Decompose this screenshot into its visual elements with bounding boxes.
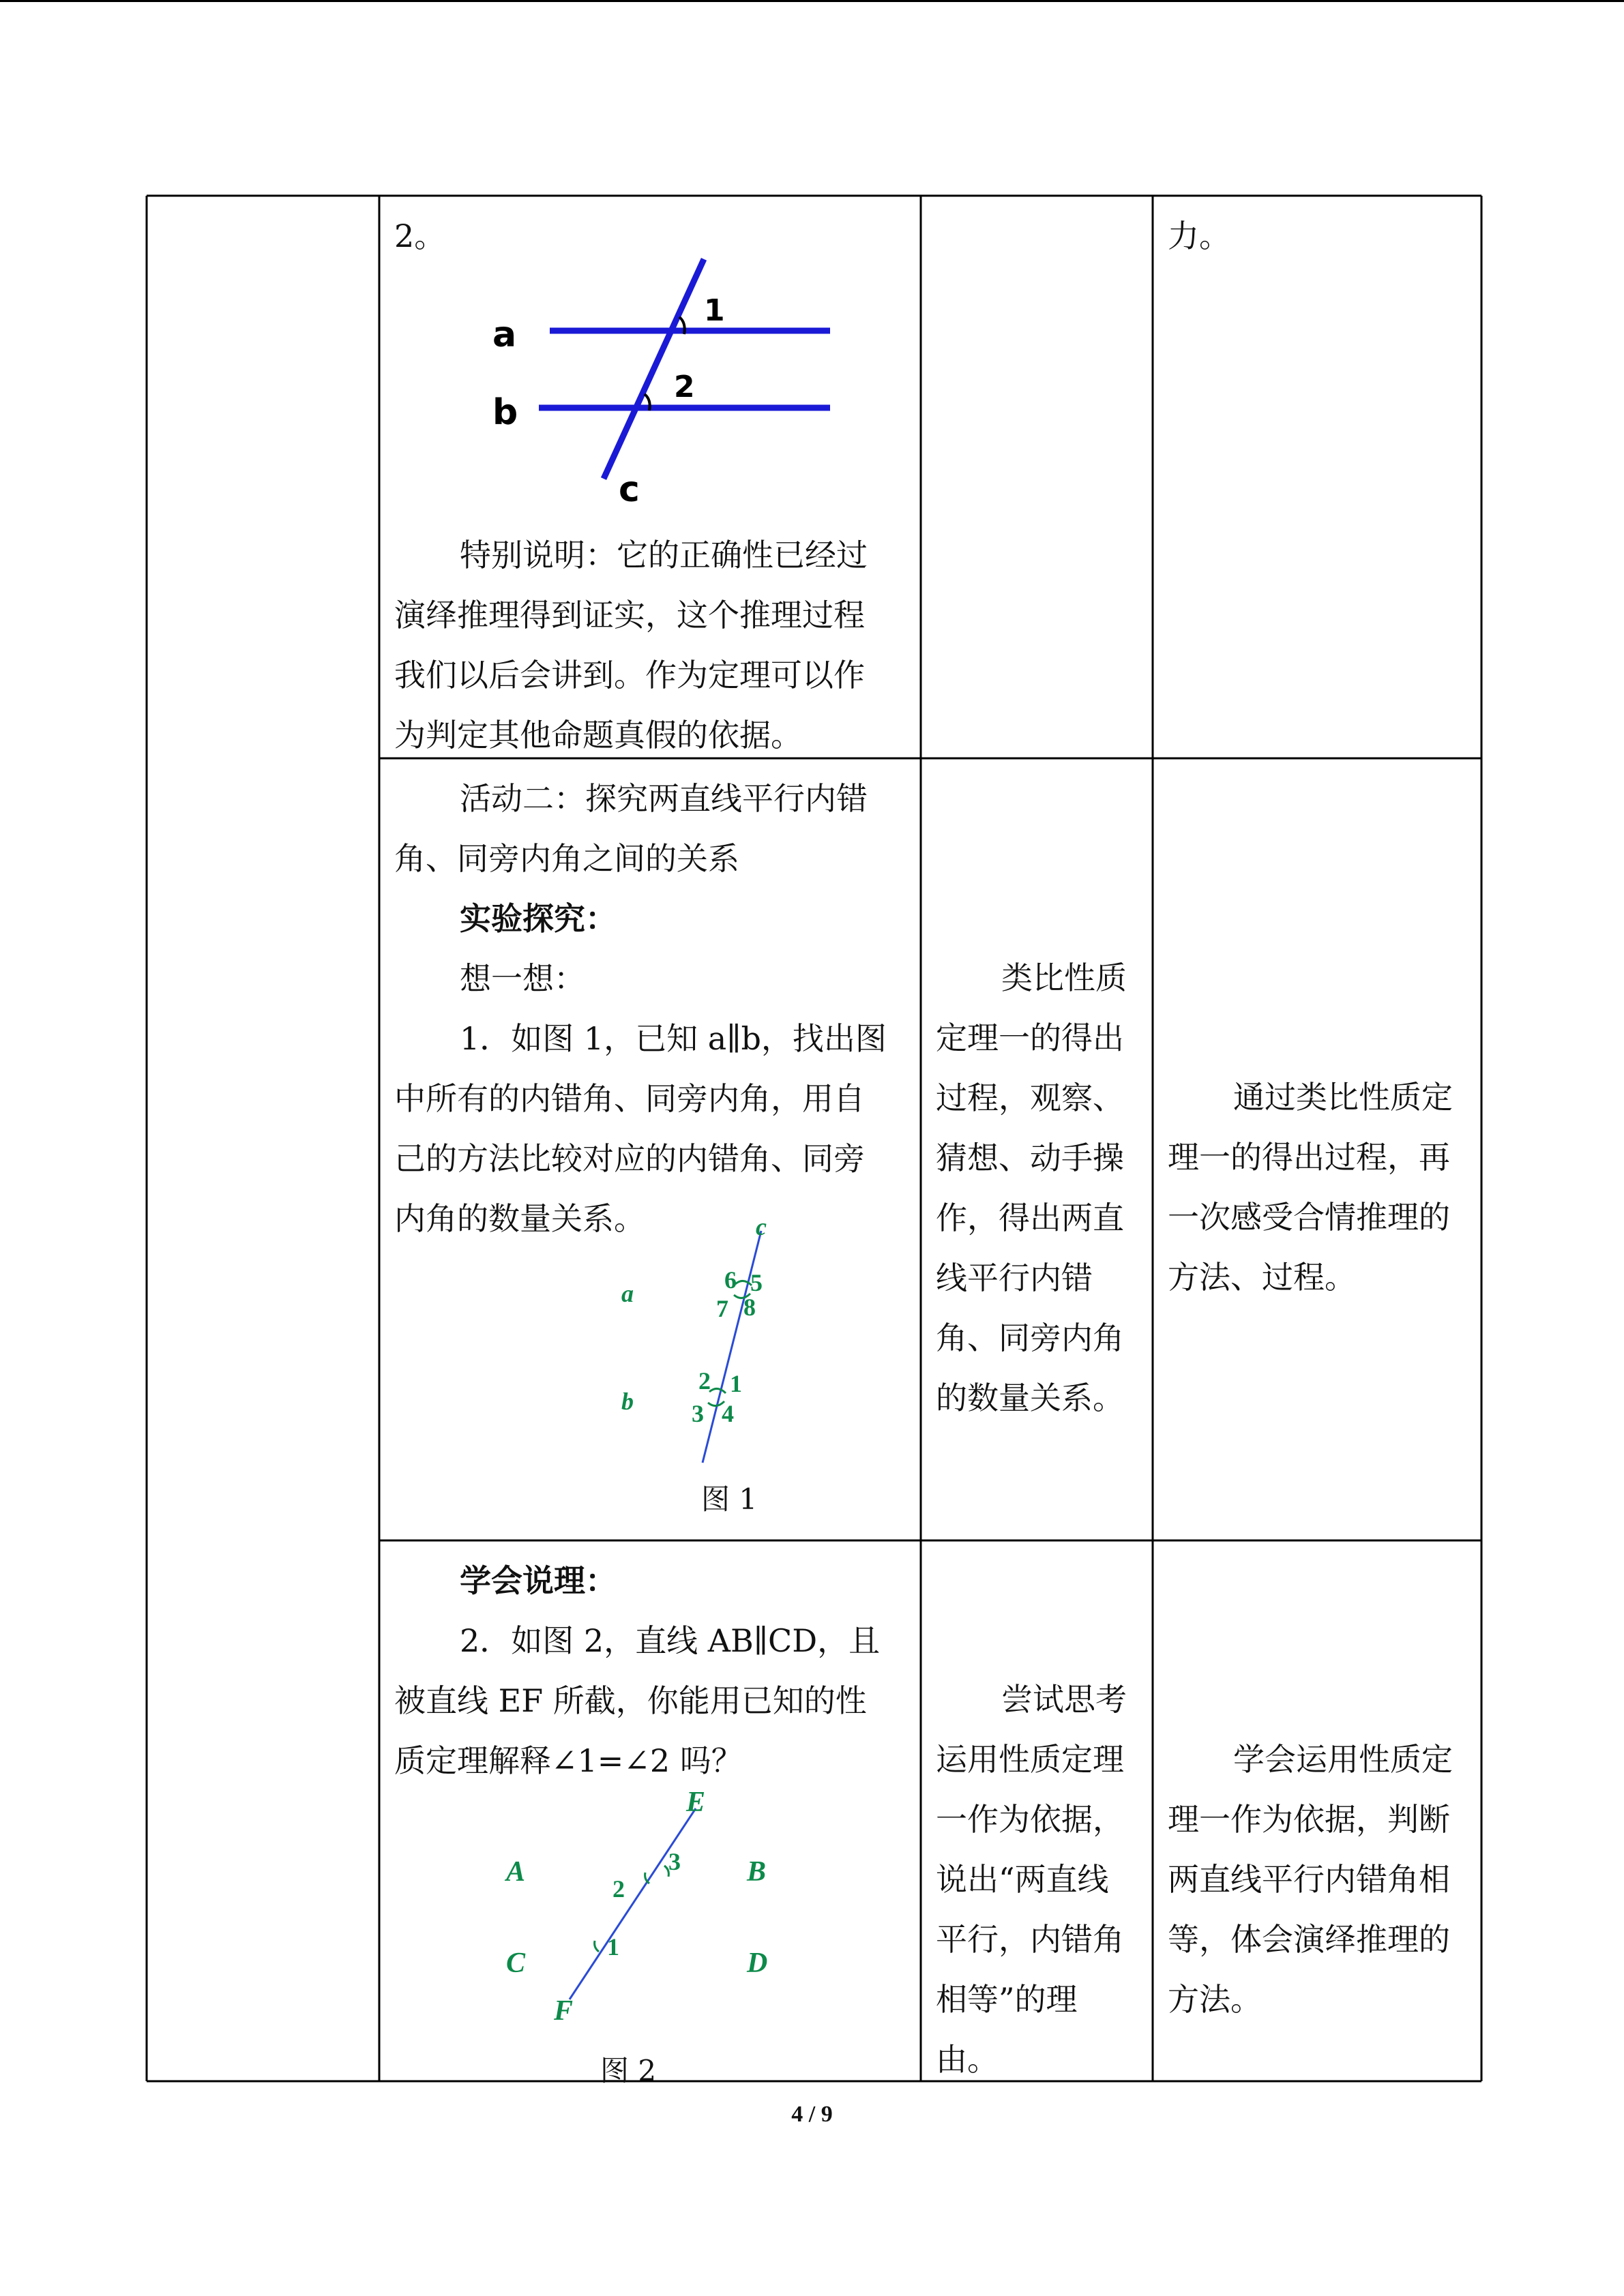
row1-first-line: 2。 — [394, 218, 446, 254]
row3-student-line-6: 相等”的理 — [936, 1981, 1078, 2018]
figure1-angle2-label: 2 — [674, 370, 695, 404]
figure2-label-B: B — [747, 1856, 767, 1888]
figure1-transversal-line — [703, 1231, 761, 1463]
activity-title-line-2: 角、同旁内角之间的关系 — [394, 840, 739, 877]
note-line-2: 演绎推理得到证实，这个推理过程 — [394, 597, 865, 633]
figure1-label-c: c — [619, 469, 640, 510]
figure2-angle1-arc — [595, 1941, 599, 1952]
angle-4-label: 4 — [722, 1400, 734, 1427]
question1-line-2: 中所有的内错角、同旁内角，用自 — [394, 1080, 865, 1117]
page-number: 4 / 9 — [791, 2102, 833, 2127]
row3-intent-line-3: 两直线平行内错角相 — [1168, 1861, 1450, 1898]
row3-student-cell — [936, 1669, 1147, 2089]
row2-intent-line-3: 一次感受合情推理的 — [1168, 1199, 1450, 1236]
figure2-label-A: A — [506, 1856, 526, 1888]
figure2-angle2-label: 2 — [612, 1875, 625, 1903]
row1-intent-text: 力。 — [1168, 218, 1230, 254]
row3-intent-cell — [1168, 1729, 1475, 2029]
figure2-transversal-line — [570, 1808, 696, 1999]
row2-student-line-8: 的数量关系。 — [936, 1380, 1124, 1416]
figure2-angle1-label: 1 — [607, 1933, 619, 1960]
think-heading: 想一想： — [460, 960, 585, 997]
row2-student-line-6: 线平行内错 — [936, 1259, 1093, 1296]
row1-note — [394, 525, 913, 765]
question1-line-4: 内角的数量关系。 — [394, 1200, 645, 1237]
row2-intent-cell — [1168, 1067, 1475, 1307]
figure1-label-b: b — [492, 392, 518, 433]
row3-student-line-3: 一作为依据， — [936, 1801, 1124, 1838]
row1-intent-cell — [1168, 206, 1475, 266]
figure2-parallel-lines — [491, 1780, 791, 2039]
note-line-4: 为判定其他命题真假的依据。 — [394, 717, 802, 754]
angle-1-label: 1 — [730, 1370, 742, 1397]
angle-6-label: 6 — [724, 1266, 737, 1294]
row3-student-line-4: 说出“两直线 — [936, 1861, 1109, 1898]
figure2-label-D: D — [747, 1948, 768, 1979]
experiment-heading: 实验探究： — [460, 900, 617, 937]
row3-intent-line-4: 等，体会演绎推理的 — [1168, 1921, 1450, 1958]
row2-student-cell — [936, 948, 1147, 1428]
figure1-angle1-label: 1 — [704, 293, 725, 328]
note-line-1: 特别说明：它的正确性已经过 — [460, 537, 868, 573]
row3-intent-line-1: 学会运用性质定 — [1233, 1741, 1453, 1778]
row3-content-cell — [394, 1551, 913, 1791]
figure1-caption: 图 1 — [701, 1482, 758, 1516]
row2-student-line-4: 猜想、动手操 — [936, 1139, 1124, 1176]
reasoning-heading: 学会说理： — [460, 1562, 617, 1599]
activity-title-line-1: 活动二：探究两直线平行内错 — [460, 780, 868, 817]
row2-student-line-2: 定理一的得出 — [936, 1019, 1124, 1056]
row3-intent-line-2: 理一作为依据，判断 — [1168, 1801, 1450, 1838]
figure1-angles — [607, 1210, 812, 1480]
figure1-lower-arc-top — [709, 1388, 726, 1393]
row2-intent-line-1: 通过类比性质定 — [1233, 1079, 1453, 1116]
figure2-label-E: E — [686, 1787, 706, 1818]
row2-student-line-5: 作，得出两直 — [936, 1199, 1124, 1236]
figure1-label-c: c — [756, 1213, 767, 1240]
question2-line-3: 质定理解释∠1=∠2 吗？ — [394, 1742, 743, 1779]
angle-8-label: 8 — [743, 1294, 756, 1321]
row2-content-cell — [394, 769, 913, 1249]
figure2-caption: 图 2 — [600, 2054, 657, 2087]
row2-intent-line-4: 方法、过程。 — [1168, 1259, 1356, 1296]
figure2-angle3-label: 3 — [668, 1848, 681, 1875]
row2-student-line-1: 类比性质 — [1001, 959, 1127, 996]
figure1-label-a: a — [492, 314, 517, 355]
row3-student-line-5: 平行，内错角 — [936, 1921, 1124, 1958]
question2-line-2: 被直线 EF 所截，你能用已知的性 — [394, 1682, 867, 1719]
row3-intent-line-5: 方法。 — [1168, 1981, 1262, 2018]
question1-line-3: 己的方法比较对应的内错角、同旁 — [394, 1140, 865, 1177]
row2-intent-line-2: 理一的得出过程，再 — [1168, 1139, 1450, 1176]
row3-student-line-7: 由。 — [936, 2041, 999, 2078]
angle-5-label: 5 — [750, 1269, 763, 1296]
figure2-label-F: F — [554, 1995, 574, 2027]
note-line-3: 我们以后会讲到。作为定理可以作 — [394, 657, 865, 694]
row2-student-line-3: 过程，观察、 — [936, 1079, 1124, 1116]
figure2-label-C: C — [506, 1948, 526, 1979]
angle-3-label: 3 — [692, 1400, 704, 1427]
row3-student-line-2: 运用性质定理 — [936, 1741, 1124, 1778]
question1-line-1: 1．如图 1，已知 a∥b，找出图 — [460, 1020, 887, 1057]
question2-line-1: 2．如图 2，直线 AB∥CD，且 — [460, 1622, 881, 1659]
figure-parallel-lines-transversal — [477, 252, 859, 511]
figure1-label-a: a — [621, 1280, 634, 1307]
row2-student-line-7: 角、同旁内角 — [936, 1320, 1124, 1356]
row3-student-line-1: 尝试思考 — [1001, 1681, 1127, 1718]
angle-7-label: 7 — [716, 1295, 728, 1322]
angle-2-label: 2 — [698, 1367, 711, 1395]
figure1-label-b: b — [621, 1388, 634, 1415]
